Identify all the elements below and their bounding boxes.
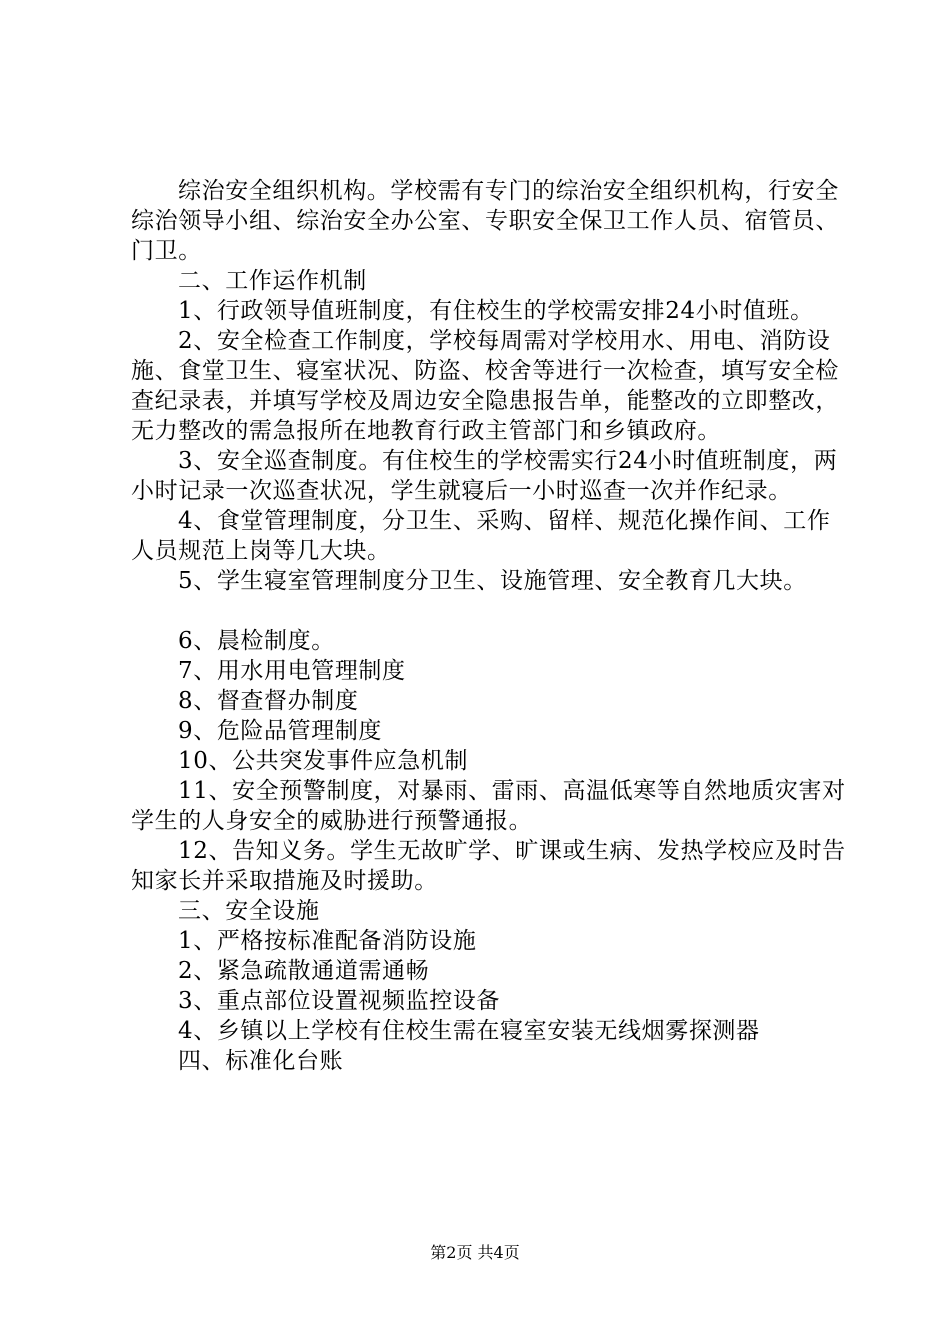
blank-line — [131, 596, 851, 626]
list-item-canteen-management: 4、食堂管理制度，分卫生、采购、留样、规范化操作间、工作人员规范上岗等几大块。 — [131, 508, 831, 564]
page-number-footer: 第2页 共4页 — [430, 1243, 520, 1262]
list-item-water-electricity: 7、用水用电管理制度 — [178, 658, 406, 684]
list-item-fire-facilities: 1、严格按标准配备消防设施 — [178, 928, 477, 954]
list-item-safety-inspection: 2、安全检查工作制度，学校每周需对学校用水、用电、消防设施、食堂卫生、寝室状况、防盗、校舍等进行一次检查，填写安全检查纪录表，并填写学校及周边安全隐患报告单，能整改的立即整改，无力整改的需急报所在地教育行政主管部门和乡镇政府。 — [131, 328, 839, 444]
list-item-early-warning: 11、安全预警制度，对暴雨、雷雨、高温低寒等自然地质灾害对学生的人身安全的威胁进行预警通报。 — [131, 778, 846, 834]
section-heading-mechanism: 二、工作运作机制 — [178, 268, 367, 294]
list-item-duty-system: 1、行政领导值班制度，有住校生的学校需安排24小时值班。 — [178, 298, 814, 324]
section-heading-ledger: 四、标准化台账 — [178, 1048, 344, 1074]
section-heading-facilities: 三、安全设施 — [178, 898, 320, 924]
list-item-emergency-mechanism: 10、公共突发事件应急机制 — [178, 748, 469, 774]
list-item-smoke-detector: 4、乡镇以上学校有住校生需在寝室安装无线烟雾探测器 — [178, 1018, 760, 1044]
list-item-hazardous-goods: 9、危险品管理制度 — [178, 718, 383, 744]
list-item-evacuation: 2、紧急疏散通道需通畅 — [178, 958, 430, 984]
paragraph-org-structure: 综治安全组织机构。学校需有专门的综治安全组织机构，行安全综治领导小组、综治安全办公室、专职安全保卫工作人员、宿管员、门卫。 — [131, 178, 839, 264]
document-body — [131, 176, 851, 1076]
list-item-video-monitoring: 3、重点部位设置视频监控设备 — [178, 988, 501, 1014]
list-item-patrol-system: 3、安全巡查制度。有住校生的学校需实行24小时值班制度，两小时记录一次巡查状况，学生就寝后一小时巡查一次并作纪录。 — [131, 448, 838, 504]
list-item-notification-duty: 12、告知义务。学生无故旷学、旷课或生病、发热学校应及时告知家长并采取措施及时援助。 — [131, 838, 846, 894]
list-item-supervision: 8、督查督办制度 — [178, 688, 359, 714]
list-item-dormitory-management: 5、学生寝室管理制度分卫生、设施管理、安全教育几大块。 — [178, 568, 807, 594]
list-item-morning-check: 6、晨检制度。 — [178, 628, 335, 654]
